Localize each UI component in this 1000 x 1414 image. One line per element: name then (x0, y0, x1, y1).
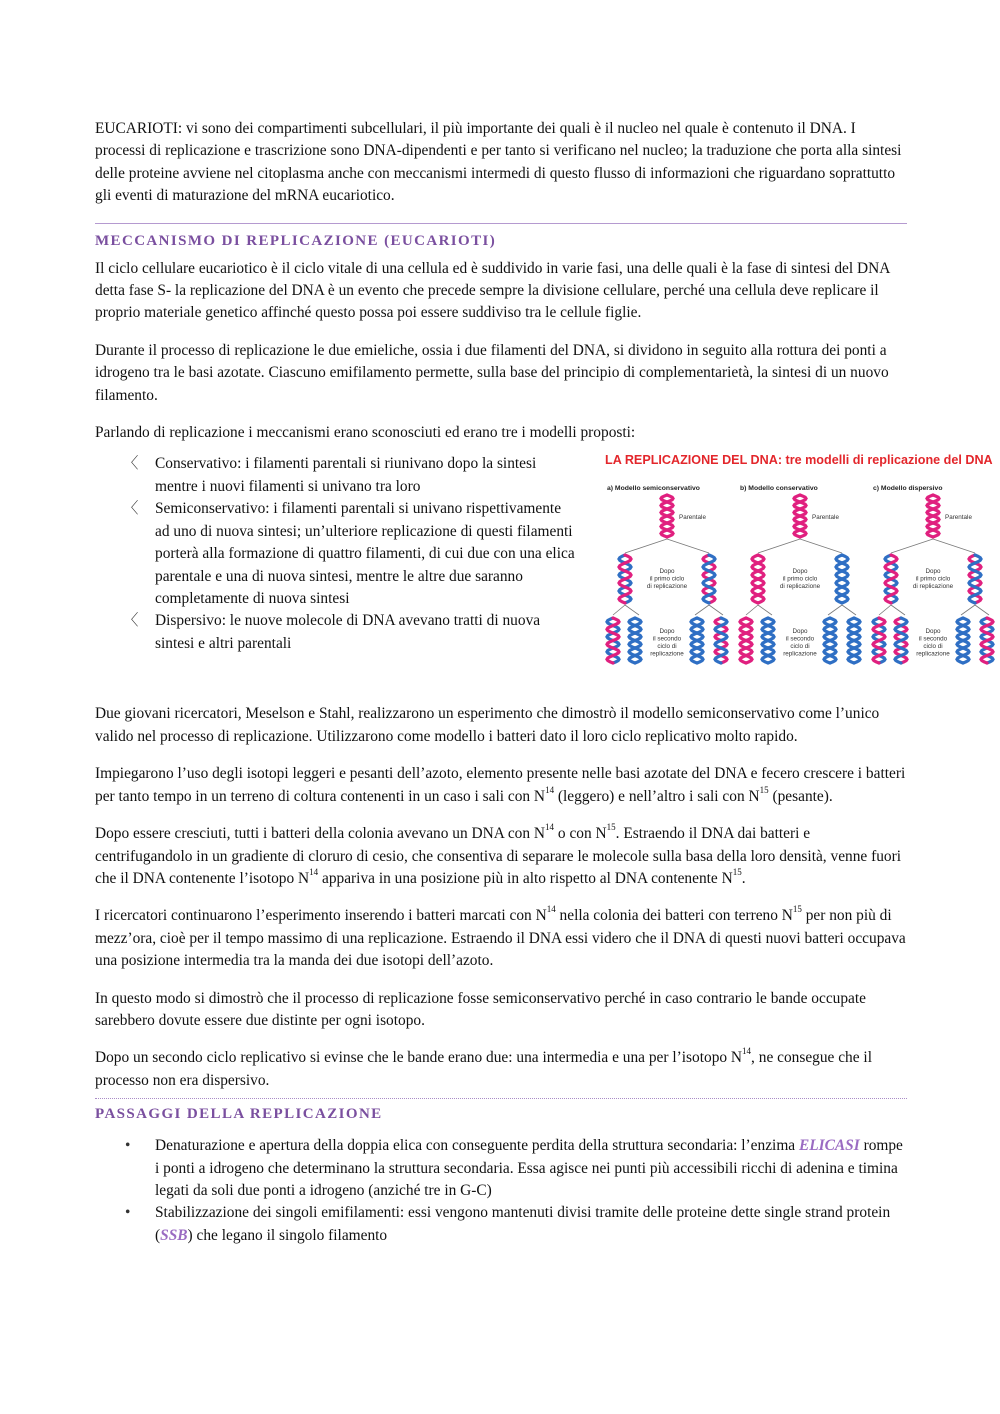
list-item (95, 498, 579, 610)
branch-line (625, 605, 639, 615)
branch-line (758, 605, 772, 615)
second-cycle-label: Dopo (659, 628, 675, 636)
paragraph-isotopi: Impiegarono l’uso degli isotopi leggeri e pesanti dell’azoto, elemento presente nelle basi azotate del DNA e fecero crescere i batteri per tanto tempo in un terreno di coltura contenenti in un caso i sali con $N^{14}$ (leggero) e nell’altro i sali con $N^{15}$ (pesante). (95, 765, 906, 805)
panel-label: a) Modello semiconservativo (607, 485, 700, 493)
first-cycle-label: il primo ciclo (649, 575, 685, 583)
replication-models-figure (605, 453, 1000, 683)
branch-line (828, 605, 842, 615)
bullet-glyph: 〈 (123, 455, 139, 473)
list-item (95, 1135, 907, 1202)
parent-label: Parentale (679, 514, 706, 522)
enzyme-elicasi: ELICASI (798, 1137, 860, 1155)
model-dispersivo: Dispersivo: le nuove molecole di DNA avevano tratti di nuova sintesi e altri parentali (155, 612, 541, 652)
second-cycle-label: replicazione (916, 650, 950, 658)
branch-line (879, 605, 891, 615)
bullet-glyph: • (125, 1204, 131, 1222)
branch-line (975, 605, 989, 615)
parent-label: Parentale (945, 514, 972, 522)
first-cycle-label: di replicazione (912, 583, 954, 591)
models-list (95, 453, 579, 655)
branch-line (758, 539, 800, 553)
intro-paragraph: EUCARIOTI: vi sono dei compartimenti subcellulari, il più importante dei quali è il nucleo nel quale è contenuto il DNA. I processi di replicazione e trascrizione sono DNA-dipendenti e per tanto si verificano nel nucleo; la traduzione che porta alla sintesi delle proteine avviene nel citoplasma anche con meccanismi intermedi di questo flusso di informazioni che riguardano soprattutto gli eventi di maturazione del mRNA eucariotico. (95, 120, 902, 205)
branch-line (613, 605, 625, 615)
second-cycle-label: il secondo (652, 635, 682, 643)
list-item (95, 1202, 907, 1247)
second-cycle-label: Dopo (792, 628, 808, 636)
second-cycle-label: il secondo (918, 635, 948, 643)
branch-line (800, 539, 842, 553)
second-cycle-label: ciclo di (657, 643, 677, 651)
section-divider (95, 223, 907, 224)
first-cycle-label: Dopo (925, 568, 941, 576)
paragraph-modelli-intro: Parlando di replicazione i meccanismi erano sconosciuti ed erano tre i modelli proposti: (95, 424, 636, 442)
paragraph-emieliche: Durante il processo di replicazione le due emieliche, ossia i due filamenti del DNA, si dividono in seguito alla rottura dei ponti a idrogeno tra le basi azotate. Ciascuno emifilamento permette, sulla base del principio di complementarietà, la sintesi di un nuovo filamento. (95, 341, 889, 404)
panel-label: b) Modello conservativo (740, 485, 818, 493)
first-cycle-label: Dopo (659, 568, 675, 576)
section-divider-dotted (95, 1098, 907, 1099)
paragraph-centrifugazione: Dopo essere cresciuti, tutti i batteri della colonia avevano un DNA con $N^{14}$ o con $N^{15}$. Estraendo il DNA dai batteri e centrifugandolo in un gradiente di cloruro di cesio, che consentiva di separare le molecole sulla basa della loro densità, venne fuori che il DNA contenente l’isotopo $N^{14}$ appariva in una posizione più in alto rispetto al DNA contenente $N^{15}$. (95, 821, 902, 887)
step-stabilizzazione: Stabilizzazione dei singoli emifilamenti: essi vengono mantenuti divisi tramite delle proteine dette single strand protein (SSB) che legano il singolo filamento (155, 1204, 891, 1244)
first-cycle-label: Dopo (792, 568, 808, 576)
branch-line (695, 605, 709, 615)
second-cycle-label: il secondo (785, 635, 815, 643)
bullet-glyph: 〈 (123, 612, 139, 630)
steps-list (95, 1135, 907, 1247)
paragraph-semiconservativo: In questo modo si dimostrò che il processo di replicazione fosse semiconservativo perché in caso contrario le bande occupate sarebbero dovute essere due distinte per ogni isotopo. (95, 989, 866, 1029)
section-heading-meccanismo: MECCANISMO DI REPLICAZIONE (EUCARIOTI) (95, 232, 497, 249)
model-conservativo: Conservativo: i filamenti parentali si riunivano dopo la sintesi mentre i nuovi filamenti si univano tra loro (155, 455, 537, 495)
models-block (95, 453, 993, 703)
paragraph-secondo-ciclo: Dopo un secondo ciclo replicativo si evinse che le bande erano due: una intermedia e una per l’isotopo $N^{14}$, ne consegue che il processo non era dispersivo. (95, 1046, 872, 1089)
paragraph-meselson-stahl: Due giovani ricercatori, Meselson e Stahl, realizzarono un esperimento che dimostrò il modello semiconservativo come l’unico valido nel processo di replicazione. Utilizzarono come modello i batteri dato il loro ciclo replicativo molto rapido. (95, 705, 880, 745)
branch-line (891, 605, 905, 615)
step-denaturazione: Denaturazione e apertura della doppia elica con conseguente perdita della struttura secondaria: l’enzima ELICASI rompe i ponti a idrogeno che determinano la struttura secondaria. Essa agisce nei punti più accessibili ricchi di adenina e timina legati da soli due ponti a idrogeno (anziché tre in G-C) (155, 1137, 903, 1199)
list-item (95, 453, 579, 498)
second-cycle-label: replicazione (650, 650, 684, 658)
second-cycle-label: Dopo (925, 628, 941, 636)
branch-line (842, 605, 856, 615)
branch-line (933, 539, 975, 553)
branch-line (709, 605, 723, 615)
bullet-glyph: 〈 (123, 500, 139, 518)
second-cycle-label: replicazione (783, 650, 817, 658)
branch-line (667, 539, 709, 553)
second-cycle-label: ciclo di (790, 643, 810, 651)
branch-line (891, 539, 933, 553)
first-cycle-label: di replicazione (646, 583, 688, 591)
branch-line (961, 605, 975, 615)
parent-label: Parentale (812, 514, 839, 522)
first-cycle-label: il primo ciclo (782, 575, 818, 583)
second-cycle-label: ciclo di (923, 643, 943, 651)
paragraph-ciclo-cellulare: Il ciclo cellulare eucariotico è il ciclo vitale di una cellula ed è suddivido in varie fasi, una delle quali è la fase di sintesi del DNA detta fase S- la replicazione del DNA è un evento che precede sempre la divisione cellulare, perché una cellula deve replicare il proprio materiale genetico affinché questo possa poi essere suddiviso tra le cellule figlie. (95, 259, 890, 322)
branch-line (625, 539, 667, 553)
first-cycle-label: il primo ciclo (915, 575, 951, 583)
first-cycle-label: di replicazione (779, 583, 821, 591)
panel-label: c) Modello dispersivo (873, 485, 943, 493)
branch-line (746, 605, 758, 615)
protein-ssb: SSB (160, 1226, 188, 1244)
paragraph-esperimento: I ricercatori continuarono l’esperimento inserendo i batteri marcati con $N^{14}$ nella colonia dei batteri con terreno $N^{15}$ per non più di mezz’ora, cioè per il tempo massimo di una replicazione. Estraendo il DNA essi videro che il DNA di questi nuovi batteri occupava una posizione intermedia tra la manda dei due isotopi dell’azoto. (95, 904, 906, 970)
document-page (95, 118, 993, 1247)
figure-title: LA REPLICAZIONE DEL DNA: tre modelli di replicazione del DNA (605, 453, 993, 468)
bullet-glyph: • (125, 1137, 131, 1155)
figure-diagram (605, 483, 1000, 683)
list-item (95, 610, 579, 655)
section-heading-passaggi: PASSAGGI DELLA REPLICAZIONE (95, 1106, 383, 1123)
model-semiconservativo: Semiconservativo: i filamenti parentali si univano rispettivamente ad uno di nuova sintesi; un’ulteriore replicazione di questi filamenti porterà alla formazione di quattro filamenti, di cui due con una elica parentale e una di nuova sintesi, mentre le altre due saranno completamente di nuova sintesi (155, 500, 575, 607)
